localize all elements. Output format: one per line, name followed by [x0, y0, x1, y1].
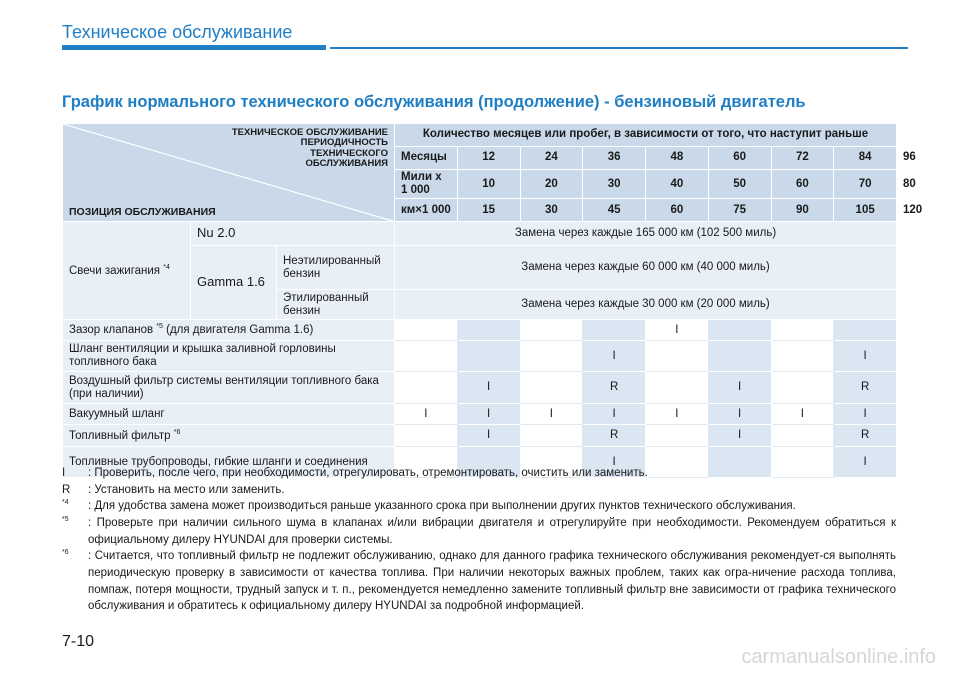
schedule-cell: [583, 320, 646, 341]
footnote-text: : Проверьте при наличии сильного шума в клапанах и/или вибрации двигателя и отрегулируйте при необходимости. Рекомендуем обратиться к официальному дилеру HYUNDAI для проверки системы.: [88, 517, 896, 546]
schedule-cell: I: [520, 404, 583, 425]
schedule-cell: [646, 372, 709, 404]
schedule-cell: I: [583, 341, 646, 372]
interval-value: 75: [708, 199, 771, 222]
schedule-cell: [520, 425, 583, 447]
schedule-cell: I: [457, 425, 520, 447]
schedule-cell: [708, 341, 771, 372]
schedule-cell: I: [708, 425, 771, 447]
page-number: 7-10: [62, 633, 95, 650]
interval-value: 30: [520, 199, 583, 222]
corner-header-line: ПЕРИОДИЧНОСТЬ: [300, 137, 389, 149]
schedule-cell: [771, 341, 834, 372]
fuel-unleaded: Неэтилированный бензин: [277, 246, 395, 290]
item-row-label: [63, 372, 395, 404]
schedule-cell: I: [708, 404, 771, 425]
schedule-cell: [646, 341, 709, 372]
footnote-item: [62, 482, 896, 499]
interval-row-label: Мили х 1 000: [395, 170, 458, 199]
footnote-key-text: I: [62, 467, 66, 479]
schedule-cell: I: [834, 404, 897, 425]
item-row-label: [63, 404, 395, 425]
footnote-ref: *5: [156, 323, 163, 331]
item-spark-plugs: [63, 222, 191, 320]
footnote-ref: *4: [163, 263, 170, 271]
schedule-cell: [834, 320, 897, 341]
interval-value: 60: [771, 170, 834, 199]
schedule-cell: I: [834, 341, 897, 372]
schedule-cell: [771, 320, 834, 341]
schedule-cell: I: [646, 320, 709, 341]
item-row-label: [63, 341, 395, 372]
footnote-key-text: *5: [62, 516, 69, 524]
interval-value: 105: [834, 199, 897, 222]
schedule-cell: [520, 372, 583, 404]
schedule-cell: [771, 372, 834, 404]
footnote-key: [62, 548, 88, 615]
item-label: Шланг вентиляции и крышка заливной горловины топливного бака: [69, 343, 336, 369]
engine-nu: Nu 2.0: [191, 222, 395, 246]
schedule-cell: [646, 425, 709, 447]
engine-gamma: Gamma 1.6: [191, 246, 277, 320]
interval-value: 40: [646, 170, 709, 199]
interval-value: 10: [457, 170, 520, 199]
interval-value: 45: [583, 199, 646, 222]
footnote-text: : Для удобства замена может производиться раньше указанного срока при выполнении других пунктов технического обслуживания.: [88, 500, 796, 513]
item-label: Зазор клапанов: [69, 324, 154, 337]
schedule-cell: I: [395, 404, 458, 425]
interval-value: 36: [583, 147, 646, 170]
footnote-text: : Считается, что топливный фильтр не подлежит обслуживанию, однако для данного графика технического обслуживания рекомендует-ся выполнять периодическую проверку в зависимости от качества топлива. При наличии некоторых важных проблем, таких как огра-ничение расхода топлива, помпаж, потеря мощности, трудный запуск и т. п., рекомендуется немедленно замените топливный фильтр вне зависимости от графика технического обслуживания и обратитесь к официальному дилеру HYUNDAI за подробной информацией.: [88, 550, 896, 613]
footnote-key-text: *6: [62, 549, 69, 557]
footnote-key: [62, 498, 88, 515]
schedule-cell: [395, 425, 458, 447]
item-label: Топливный фильтр: [69, 429, 171, 442]
corner-header-line: ОБСЛУЖИВАНИЯ: [305, 158, 389, 170]
schedule-cell: R: [834, 372, 897, 404]
footnote-text: : Установить на место или заменить.: [88, 483, 285, 496]
header-rule-thick: [62, 45, 326, 50]
interval-row-label: Месяцы: [395, 147, 458, 170]
interval-value: 24: [520, 147, 583, 170]
item-label: Вакуумный шланг: [69, 407, 165, 420]
corner-header-interval: [232, 128, 388, 170]
interval-value: 20: [520, 170, 583, 199]
schedule-cell: I: [583, 404, 646, 425]
item-label: Воздушный фильтр системы вентиляции топливного бака (при наличии): [69, 374, 379, 400]
schedule-cell: I: [457, 372, 520, 404]
schedule-cell: [457, 320, 520, 341]
footnote-ref: *6: [173, 428, 181, 436]
schedule-cell: [520, 320, 583, 341]
maintenance-table: ТЕХНИЧЕСКОЕ ОБСЛУЖИВАНИЕ ПЕРИОДИЧНОСТЬ ТЕХНИЧЕСКОГО ОБСЛУЖИВАНИЯ ПОЗИЦИЯ ОБСЛУЖИВАНИЯ Количество месяцев или пробег, в зависимости от того, что наступит раньше Месяцы 12 24 36 48 60 72 84 96 Мили х 1 000 10 20 30 40 50 60 70 80 км×1 000 15 30 45 60 75 90 105 120 Свечи зажигания $^{*4}$ Nu 2.0 Замена через каждые 165 000 км (102 500 миль) Gamma 1.6 Неэтилированный бензин Замена через каждые 60 000 км (40 000 миль) Этилированный бензин Замена через каждые 30 000 км (20 000 миль) Зазор клапанов $^{*5}$ (для двигателя Gamma 1.6) I Шланг вентиляции и крышка заливной горловины топливного бака I I Воздушный фильтр системы вентиляции топливного бака (при наличии) I R I R Вакуумный шланг I I I I I I I I Топливный фильтр $^{*6}$ I R I R Топливные трубопроводы, гибкие шланги и соединения I I: [62, 123, 897, 478]
footnote-key-text: *4: [62, 499, 69, 507]
schedule-cell: I: [834, 447, 897, 478]
watermark: carmanualsonline.info: [741, 646, 936, 668]
interval-value: 84: [834, 147, 897, 170]
schedule-cell: [771, 425, 834, 447]
corner-header-line: ТЕХНИЧЕСКОГО: [310, 147, 389, 159]
interval-value: 30: [583, 170, 646, 199]
interval-value: 15: [457, 199, 520, 222]
interval-value: 50: [708, 170, 771, 199]
interval-value: 70: [834, 170, 897, 199]
schedule-cell: [395, 372, 458, 404]
footnote-item: [62, 498, 896, 515]
interval-value: 12: [457, 147, 520, 170]
footnote-key-text: R: [62, 483, 71, 496]
section-title: График нормального технического обслуживания (продолжение) - бензиновый двигатель: [62, 93, 806, 111]
interval-value: 90: [771, 199, 834, 222]
schedule-cell: I: [457, 404, 520, 425]
schedule-cell: R: [834, 425, 897, 447]
interval-value: 72: [771, 147, 834, 170]
schedule-cell: R: [583, 425, 646, 447]
schedule-cell: [520, 341, 583, 372]
schedule-cell: [708, 320, 771, 341]
schedule-cell: [395, 320, 458, 341]
footnotes: [62, 465, 896, 615]
spark-gamma-unleaded-interval: Замена через каждые 60 000 км (40 000 миль): [395, 246, 897, 290]
interval-value: 60: [708, 147, 771, 170]
item-row-label: [63, 425, 395, 447]
page-header-title: Техническое обслуживание: [62, 22, 293, 42]
spark-gamma-leaded-interval: Замена через каждые 30 000 км (20 000 миль): [395, 290, 897, 320]
schedule-cell: I: [646, 404, 709, 425]
schedule-cell: I: [771, 404, 834, 425]
footnote-item: [62, 548, 896, 615]
spark-nu-interval: Замена через каждые 165 000 км (102 500 миль): [395, 222, 897, 246]
fuel-leaded: Этилированный бензин: [277, 290, 395, 320]
interval-value: 48: [646, 147, 709, 170]
footnote-item: [62, 515, 896, 548]
interval-value: 60: [646, 199, 709, 222]
interval-header: Количество месяцев или пробег, в зависимости от того, что наступит раньше: [395, 124, 897, 147]
item-label: Свечи зажигания: [69, 264, 161, 277]
item-label-suffix: (для двигателя Gamma 1.6): [162, 324, 314, 337]
schedule-cell: I: [708, 372, 771, 404]
corner-header-item: ПОЗИЦИЯ ОБСЛУЖИВАНИЯ: [69, 206, 216, 219]
footnote-item: [62, 465, 896, 482]
schedule-cell: I: [583, 447, 646, 478]
item-label: Топливные трубопроводы, гибкие шланги и соединения: [69, 455, 368, 468]
footnote-key: [62, 515, 88, 548]
schedule-cell: R: [583, 372, 646, 404]
schedule-cell: [457, 341, 520, 372]
header-rule-thin: [330, 47, 908, 49]
interval-row-label: км×1 000: [395, 199, 458, 222]
footnote-text: : Проверить, после чего, при необходимости, отрегулировать, отремонтировать, очистить или заменить.: [88, 467, 648, 479]
footnote-key: [62, 482, 88, 499]
schedule-cell: [395, 341, 458, 372]
item-row-label: [63, 320, 395, 341]
table-corner-cell: [63, 124, 395, 222]
corner-header-line: ТЕХНИЧЕСКОЕ ОБСЛУЖИВАНИЕ: [231, 127, 389, 138]
footnote-key: [62, 465, 88, 482]
